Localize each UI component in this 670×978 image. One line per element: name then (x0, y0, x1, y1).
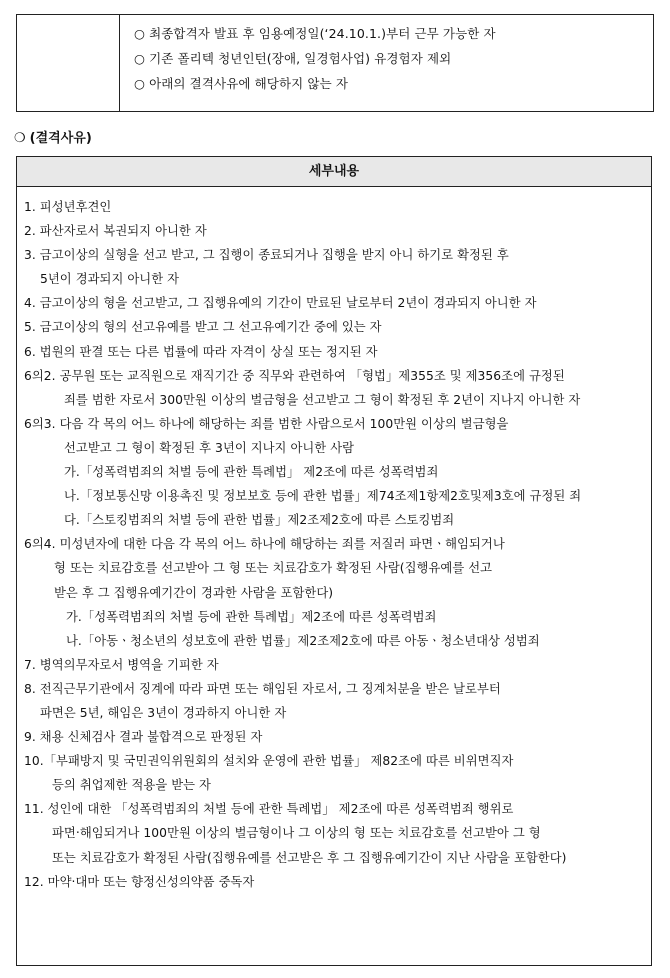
list-item: 다.「스토킹범죄의 처벌 등에 관한 법률」제2조제2호에 따른 스토킹범죄 (64, 513, 455, 528)
section-heading (14, 128, 92, 150)
list-item: 가.「성폭력범죄의 처벌 등에 관한 특례법」 제2조에 따른 성폭력범죄 (64, 465, 439, 480)
eligibility-item: ○ 기존 폴리텍 청년인턴(장애, 일경험사업) 유경험자 제외 (134, 51, 452, 66)
list-item: 1. 피성년후견인 (24, 200, 112, 214)
list-item: 2. 파산자로서 복권되지 아니한 자 (24, 224, 207, 239)
circle-bullet-icon: ❍ (14, 131, 26, 146)
list-item: 6의3. 다음 각 목의 어느 하나에 해당하는 죄를 범한 사람으로서 100만원 이상의 벌금형을 (24, 416, 509, 431)
eligibility-table (16, 14, 654, 112)
list-item: 10.「부패방지 및 국민권익위원회의 설치와 운영에 관한 법률」 제82조에 따른 비위면직자 (24, 754, 514, 769)
list-item: 4. 금고이상의 형을 선고받고, 그 집행유예의 기간이 만료된 날로부터 2년이 경과되지 아니한 자 (24, 296, 537, 311)
disqualification-table (16, 156, 652, 966)
list-item: 파면‧해임되거나 100만원 이상의 벌금형이나 그 이상의 형 또는 치료감호를 선고받아 그 형 (52, 826, 541, 841)
list-item: 받은 후 그 집행유예기간이 경과한 사람을 포함한다) (54, 585, 334, 600)
list-item: 5년이 경과되지 아니한 자 (40, 272, 180, 287)
list-item: 등의 취업제한 적용을 받는 자 (52, 778, 211, 793)
eligibility-item: ○ 아래의 결격사유에 해당하지 않는 자 (134, 76, 348, 91)
list-item: 나.「아동ㆍ청소년의 성보호에 관한 법률」제2조제2호에 따른 아동ㆍ청소년대상 성범죄 (66, 633, 540, 648)
list-item: 가.「성폭력범죄의 처벌 등에 관한 특례법」제2조에 따른 성폭력범죄 (66, 609, 437, 624)
list-item: 7. 병역의무자로서 병역을 기피한 자 (24, 657, 219, 672)
list-item: 파면은 5년, 해임은 3년이 경과하지 아니한 자 (40, 705, 287, 720)
eligibility-item: ○ 최종합격자 발표 후 임용예정일(‘24.10.1.)부터 근무 가능한 자 (134, 26, 496, 41)
list-item: 6의4. 미성년자에 대한 다음 각 목의 어느 하나에 해당하는 죄를 저질러 파면ㆍ해임되거나 (24, 537, 505, 552)
list-item: 6의2. 공무원 또는 교직원으로 재직기간 중 직무와 관련하여 「형법」제355조 및 제356조에 규정된 (24, 368, 565, 383)
disqualification-list (17, 187, 651, 894)
list-item: 또는 치료감호가 확정된 사람(집행유예를 선고받은 후 그 집행유예기간이 지난 사람을 포함한다) (52, 850, 567, 865)
table-header: 세부내용 (17, 157, 651, 187)
list-item: 나.「정보통신망 이용촉진 및 정보보호 등에 관한 법률」제74조제1항제2호및제3호에 규정된 죄 (64, 489, 582, 504)
eligibility-content-cell (120, 15, 654, 112)
list-item: 3. 금고이상의 실형을 선고 받고, 그 집행이 종료되거나 집행을 받지 아니 하기로 확정된 후 (24, 248, 509, 263)
list-item: 8. 전직근무기관에서 징계에 따라 파면 또는 해임된 자로서, 그 징계처분을 받은 날로부터 (24, 681, 501, 696)
list-item: 12. 마약‧대마 또는 향정신성의약품 중독자 (24, 874, 255, 889)
list-item: 5. 금고이상의 형의 선고유예를 받고 그 선고유예기간 중에 있는 자 (24, 320, 382, 335)
section-title: (결격사유) (29, 131, 92, 146)
eligibility-label-cell (17, 15, 120, 112)
list-item: 형 또는 치료감호를 선고받아 그 형 또는 치료감호가 확정된 사람(집행유예를 선고 (54, 561, 493, 576)
list-item: 선고받고 그 형이 확정된 후 3년이 지나지 아니한 사람 (64, 440, 355, 455)
list-item: 11. 성인에 대한 「성폭력범죄의 처벌 등에 관한 특례법」 제2조에 따른 성폭력범죄 행위로 (24, 802, 514, 817)
list-item: 6. 법원의 판결 또는 다른 법률에 따라 자격이 상실 또는 정지된 자 (24, 344, 378, 359)
list-item: 죄를 범한 자로서 300만원 이상의 벌금형을 선고받고 그 형이 확정된 후 2년이 지나지 아니한 자 (64, 392, 581, 407)
list-item: 9. 채용 신체검사 결과 불합격으로 판정된 자 (24, 730, 263, 745)
